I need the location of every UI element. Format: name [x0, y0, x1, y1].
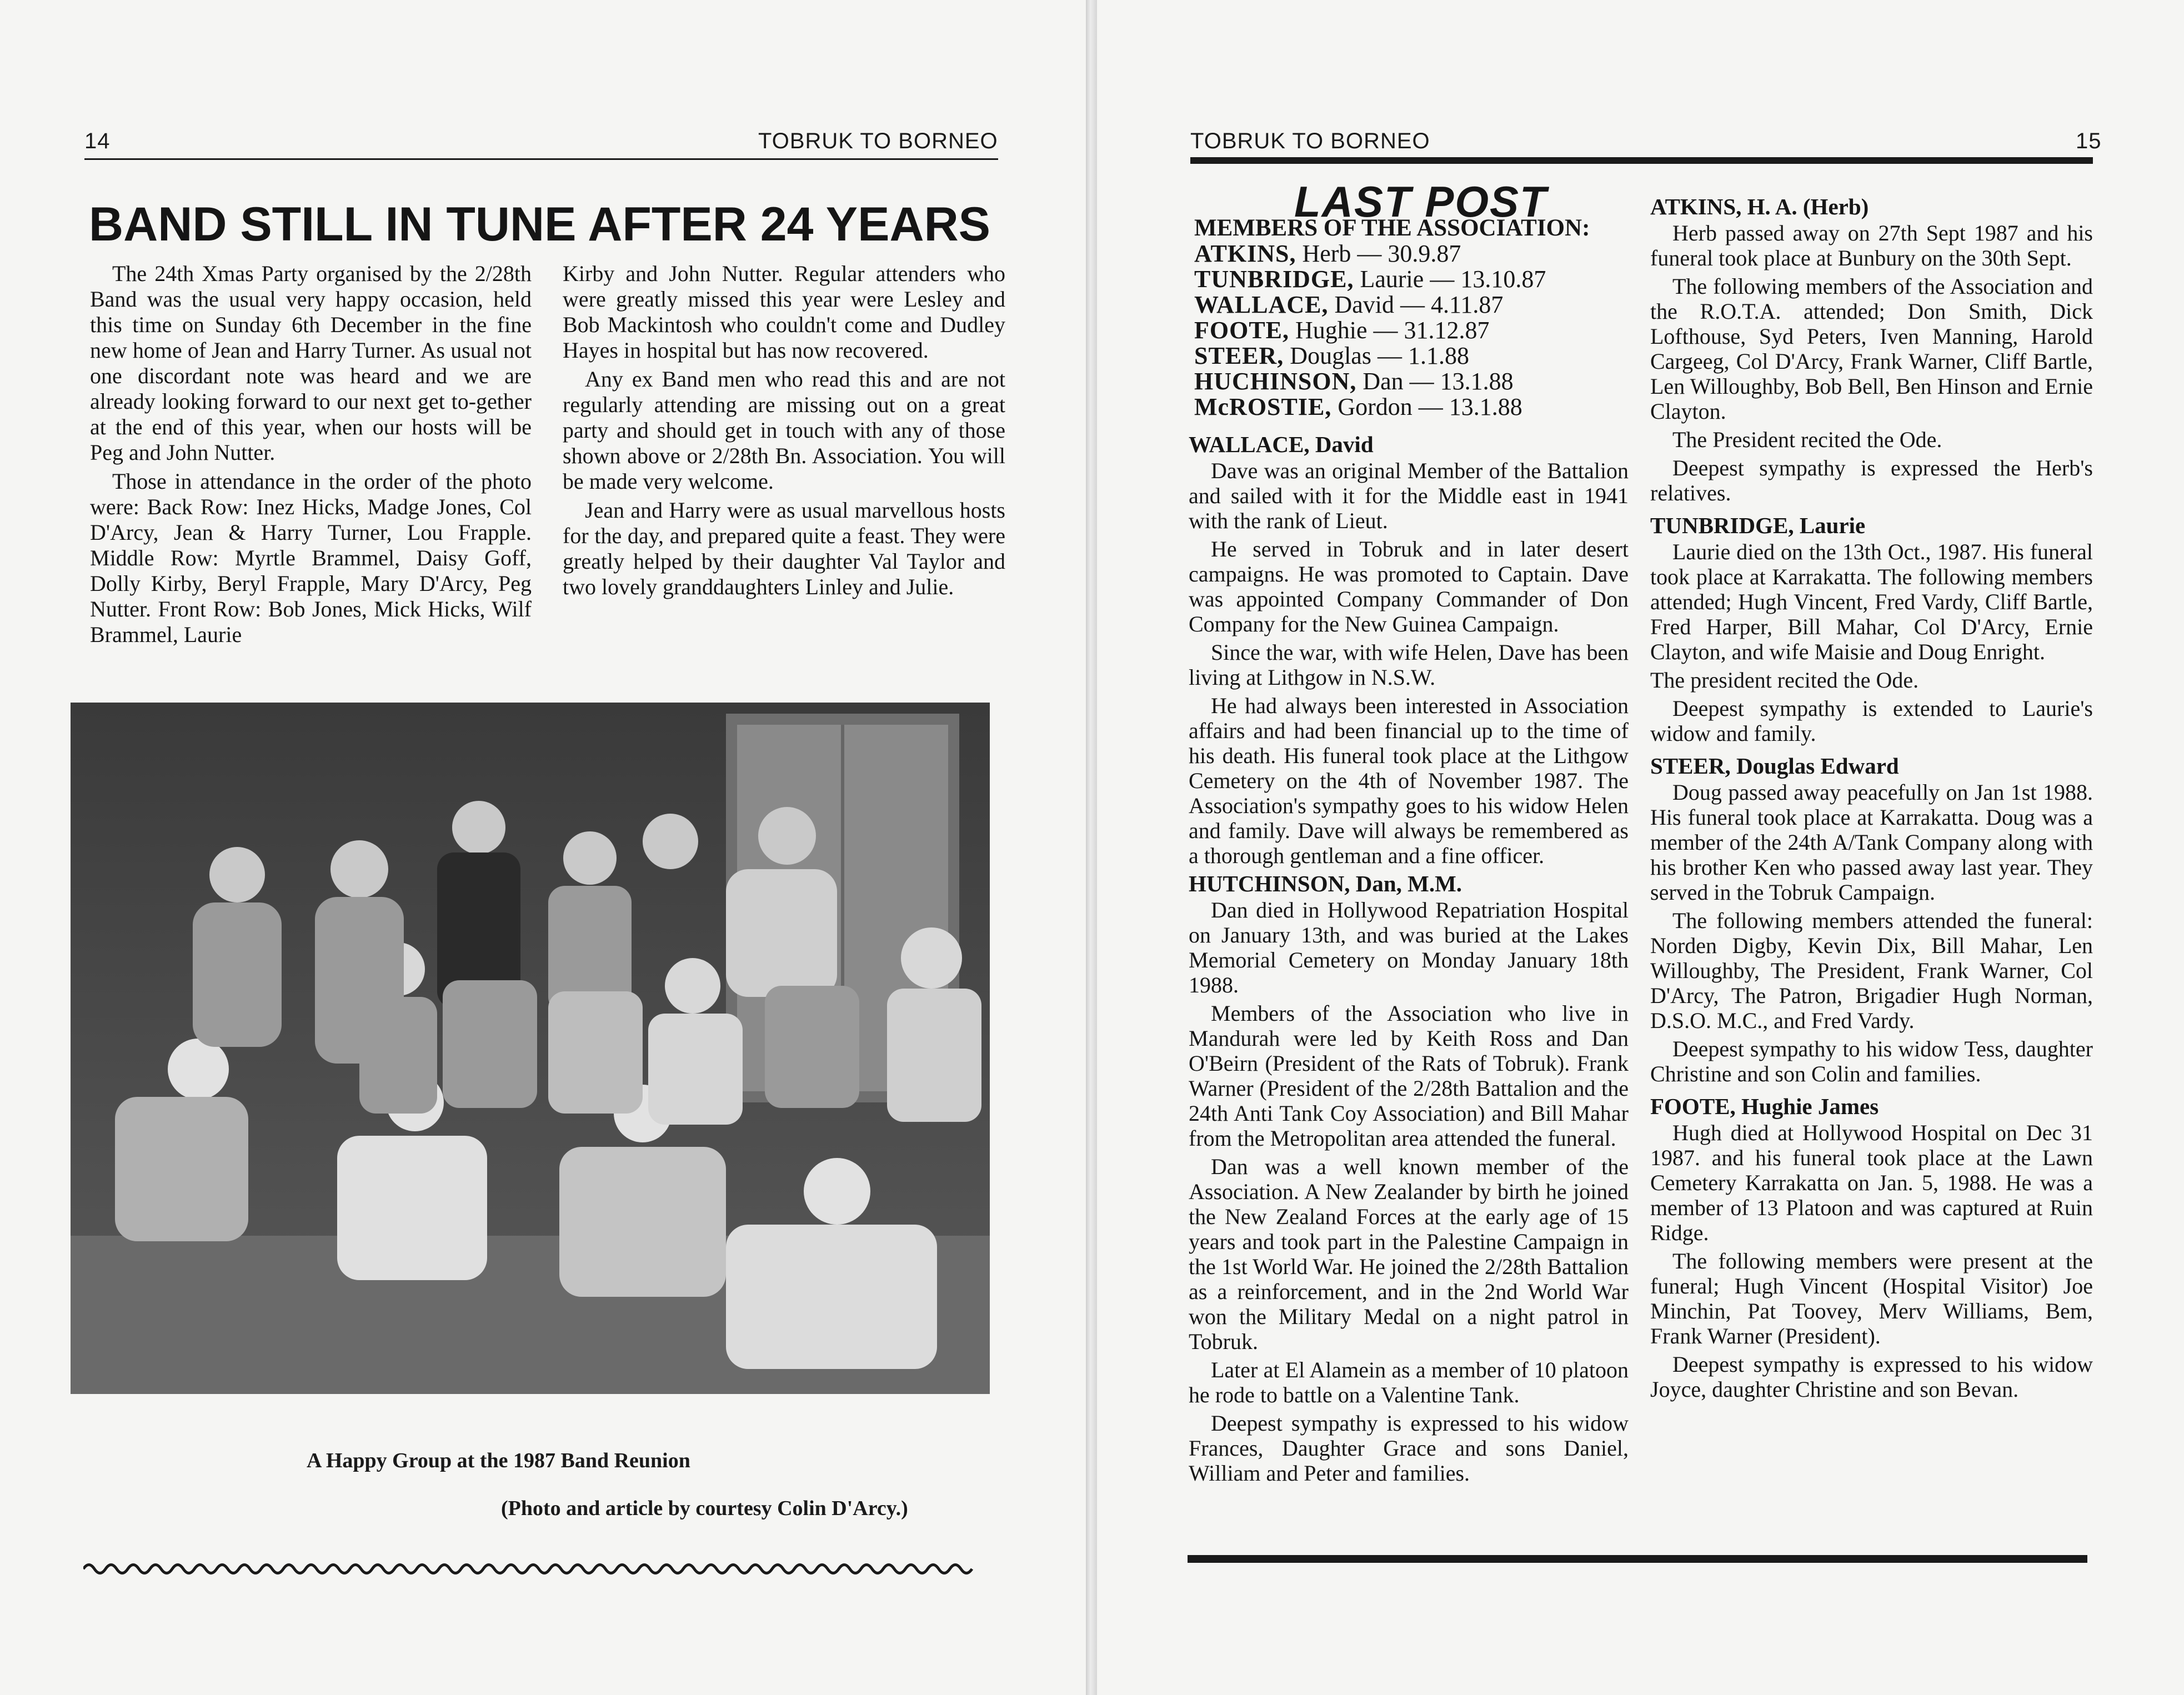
- obituary-paragraph: Dave was an original Member of the Battalion and sailed with it for the Middle east in 1941 with the rank of Lieut.: [1189, 458, 1629, 533]
- obituary-column-1: [1189, 432, 1629, 1489]
- obituary-paragraph: The following members were present at the funeral; Hugh Vincent (Hospital Visitor) Joe Minchin, Pat Toovey, Merv Williams, Bem, Frank Warner (President).: [1650, 1248, 2093, 1348]
- obituary-paragraph: He had always been interested in Association affairs and had been financial up to the time of his death. His funeral took place at the Lithgow Cemetery on the 4th of November 1987. The Association's sympathy goes to his widow Helen and family. Dave will always be remembered as a thorough gentleman and a fine officer.: [1189, 693, 1629, 868]
- article-paragraph: Jean and Harry were as usual marvellous hosts for the day, and prepared quite a feast. They were greatly helped by their daughter Val Taylor and two lovely granddaughters Linley and Julie.: [563, 498, 1005, 599]
- obituary-paragraph: The following members attended the funeral: Norden Digby, Kevin Dix, Bill Mahar, Len Willoughby, The President, Frank Warner, Col D'Arcy, The Patron, Brigadier Hugh Norman, D.S.O. M.C., and Fred Vardy.: [1650, 908, 2093, 1033]
- member-entry: HUCHINSON, Dan — 13.1.88: [1194, 368, 1514, 395]
- obituary-paragraph: Deepest sympathy is expressed to his widow Joyce, daughter Christine and son Bevan.: [1650, 1352, 2093, 1402]
- article-paragraph: Any ex Band men who read this and are not regularly attending are missing out on a great party and should get in touch with any of those shown above or 2/28th Bn. Association. You will be made very welcome.: [563, 367, 1005, 494]
- article-paragraph: Kirby and John Nutter. Regular attenders who were greatly missed this year were Lesley and Bob Mackintosh who couldn't come and Dudley Hayes in hospital but has now recovered.: [563, 261, 1005, 363]
- obituary-column-2: [1650, 194, 2093, 1405]
- member-entry: FOOTE, Hughie — 31.12.87: [1194, 317, 1490, 344]
- obituary-paragraph: Hugh died at Hollywood Hospital on Dec 31 1987. and his funeral took place at the Lawn Cemetery Karrakatta on Jan. 5, 1988. He was a member of 13 Platoon and was captured at Ruin Ridge.: [1650, 1120, 2093, 1245]
- header-rule: [1190, 157, 2093, 164]
- obituary-paragraph: The following members of the Association and the R.O.T.A. attended; Don Smith, Dick Lofthouse, Syd Peters, Iven Manning, Harold Cargeeg, Col D'Arcy, Frank Warner, Cliff Bartle, Len Willoughby, Bob Bell, Ben Hinson and Ernie Clayton.: [1650, 274, 2093, 424]
- obituary-paragraph: Deepest sympathy is extended to Laurie's widow and family.: [1650, 696, 2093, 746]
- left-page: [0, 0, 1086, 1695]
- decorative-wavy-rule: [83, 1558, 978, 1580]
- member-entry: WALLACE, David — 4.11.87: [1194, 291, 1504, 318]
- obituary-paragraph: Deepest sympathy to his widow Tess, daughter Christine and son Colin and families.: [1650, 1036, 2093, 1086]
- obituary-heading: HUTCHINSON, Dan, M.M.: [1189, 871, 1462, 896]
- obituary-heading: TUNBRIDGE, Laurie: [1650, 513, 1866, 538]
- photo-caption: A Happy Group at the 1987 Band Reunion: [307, 1449, 690, 1472]
- footer-rule: [1188, 1555, 2087, 1563]
- headline: BAND STILL IN TUNE AFTER 24 YEARS: [89, 198, 991, 251]
- members-list-heading: MEMBERS OF THE ASSOCIATION:: [1194, 215, 1590, 241]
- member-entry: McROSTIE, Gordon — 13.1.88: [1194, 393, 1522, 420]
- right-page: [1097, 0, 2184, 1695]
- article-column-2: [563, 261, 1005, 603]
- section-title: LAST POST: [1294, 177, 1547, 226]
- obituary-heading: STEER, Douglas Edward: [1650, 753, 1899, 779]
- header-rule: [84, 158, 998, 160]
- article-column-1: [90, 261, 532, 651]
- obituary-paragraph: Dan died in Hollywood Repatriation Hospital on January 13th, and was buried at the Lakes Memorial Cemetery on Monday January 18th 1988.: [1189, 897, 1629, 997]
- obituary-paragraph: Laurie died on the 13th Oct., 1987. His funeral took place at Karrakatta. The following members attended; Hugh Vincent, Fred Vardy, Cliff Bartle, Fred Harper, Bill Mahar, Col D'Arcy, Ernie Clayton, and wife Maisie and Doug Enright.: [1650, 539, 2093, 664]
- obituary-paragraph: Since the war, with wife Helen, Dave has been living at Lithgow in N.S.W.: [1189, 640, 1629, 690]
- obituary-paragraph: Members of the Association who live in Mandurah were led by Keith Ross and Dan O'Beirn (President of the Rats of Tobruk). Frank Warner (President of the 2/28th Battalion and the 24th Anti Tank Coy Association) and Bill Mahar from the Metropolitan area attended the funeral.: [1189, 1001, 1629, 1151]
- obituary-paragraph: Later at El Alamein as a member of 10 platoon he rode to battle on a Valentine Tank.: [1189, 1357, 1629, 1407]
- group-photo: [71, 703, 990, 1394]
- obituary-paragraph: Dan was a well known member of the Association. A New Zealander by birth he joined the New Zealand Forces at the early age of 15 years and took part in the Palestine Campaign in the 1st World War. He joined the 2/28th Battalion as a reinforcement, and in the 2nd World War won the Military Medal on a night patrol in Tobruk.: [1189, 1154, 1629, 1354]
- members-list: [1194, 215, 1627, 420]
- page-number: 14: [84, 129, 111, 153]
- obituary-paragraph: The president recited the Ode.: [1650, 668, 1919, 693]
- obituary-paragraph: Doug passed away peacefully on Jan 1st 1988. His funeral took place at Karrakatta. Doug was a member of the 24th A/Tank Company along with his brother Ken who passed away last year. They served in the Tobruk Campaign.: [1650, 780, 2093, 905]
- article-paragraph: Those in attendance in the order of the photo were: Back Row: Inez Hicks, Madge Jones, Col D'Arcy, Jean & Harry Turner, Lou Frapple. Middle Row: Myrtle Brammel, Daisy Goff, Dolly Kirby, Beryl Frapple, Mary D'Arcy, Peg Nutter. Front Row: Bob Jones, Mick Hicks, Wilf Brammel, Laurie: [90, 469, 532, 647]
- obituary-paragraph: Herb passed away on 27th Sept 1987 and his funeral took place at Bunbury on the 30th Sept.: [1650, 220, 2093, 270]
- group-photo-image: [71, 703, 990, 1394]
- running-head: TOBRUK TO BORNEO: [758, 129, 998, 153]
- member-entry: ATKINS, Herb — 30.9.87: [1194, 240, 1461, 267]
- article-paragraph: The 24th Xmas Party organised by the 2/28th Band was the usual very happy occasion, held this time on Sunday 6th December in the fine new home of Jean and Harry Turner. As usual not one discordant note was heard and we are already looking forward to our next get to-gether at the end of this year, when our hosts will be Peg and John Nutter.: [90, 261, 532, 465]
- obituary-paragraph: The President recited the Ode.: [1672, 427, 1942, 452]
- obituary-paragraph: Deepest sympathy is expressed the Herb's relatives.: [1650, 455, 2093, 505]
- obituary-paragraph: He served in Tobruk and in later desert campaigns. He was promoted to Captain. Dave was appointed Company Commander of Don Company for the New Guinea Campaign.: [1189, 536, 1629, 636]
- obituary-paragraph: Deepest sympathy is expressed to his widow Frances, Daughter Grace and sons Daniel, William and Peter and families.: [1189, 1411, 1629, 1486]
- obituary-heading: FOOTE, Hughie James: [1650, 1094, 1879, 1119]
- member-entry: STEER, Douglas — 1.1.88: [1194, 342, 1469, 369]
- page-number: 15: [2076, 129, 2102, 153]
- member-entry: TUNBRIDGE, Laurie — 13.10.87: [1194, 265, 1546, 293]
- obituary-heading: WALLACE, David: [1189, 432, 1374, 457]
- running-head: TOBRUK TO BORNEO: [1190, 129, 1430, 153]
- photo-credit: (Photo and article by courtesy Colin D'Arcy.): [501, 1497, 908, 1520]
- obituary-heading: ATKINS, H. A. (Herb): [1650, 194, 1869, 219]
- binding-gutter: [1086, 0, 1097, 1695]
